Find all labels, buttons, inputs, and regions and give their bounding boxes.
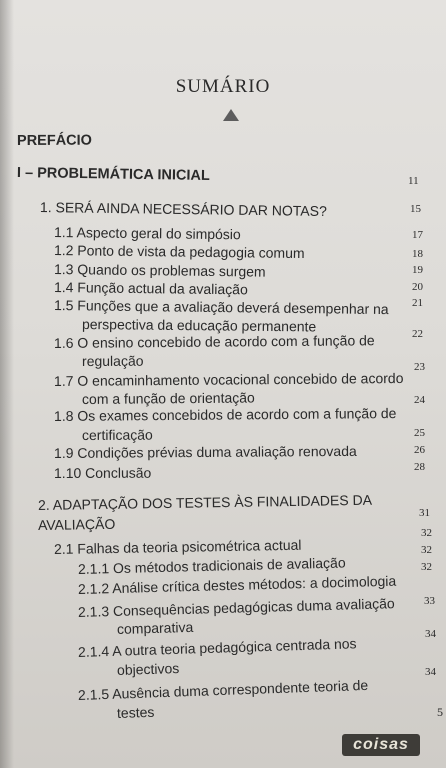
toc-page-number: 20: [412, 281, 423, 293]
toc-page-number: 23: [414, 361, 425, 373]
toc-page-number: 15: [410, 203, 421, 215]
toc-page-number: 33: [424, 595, 435, 607]
toc-entry-prefacio: PREFÁCIO: [16, 132, 92, 149]
toc-entry-1-5-cont: perspectiva da educação permanente: [81, 316, 317, 335]
toc-entry-1-4: 1.4 Função actual da avaliação: [53, 279, 248, 298]
toc-page-number: 25: [414, 427, 425, 439]
toc-entry-2-1-1: 2.1.1 Os métodos tradicionais de avaliação: [77, 554, 346, 577]
toc-page-number: 22: [412, 328, 423, 340]
toc-entry-1-2: 1.2 Ponto de vista da pedagogia comum: [53, 242, 305, 262]
toc-page-number: 32: [421, 561, 432, 573]
toc-page-number: 24: [414, 394, 425, 406]
toc-entry-1-8-cont: certificação: [81, 426, 153, 443]
toc-page-number: 18: [412, 248, 423, 260]
toc-entry-1-7-cont: com a função de orientação: [81, 389, 255, 407]
toc-page-number: 17: [412, 229, 423, 241]
page-title: SUMÁRIO: [175, 76, 271, 97]
toc-page-number: 31: [419, 507, 430, 519]
toc-page-number: 28: [414, 461, 425, 473]
toc-entry-2-1-2: 2.1.2 Análise crítica destes métodos: a docimologia: [77, 572, 397, 597]
toc-entry-1-8: 1.8 Os exames concebidos de acordo com a função de: [53, 405, 397, 424]
toc-entry-chapter-2: 2. ADAPTAÇÃO DOS TESTES ÀS FINALIDADES DA: [37, 491, 373, 513]
watermark-logo: coisas: [342, 734, 420, 756]
toc-page-number: 32: [421, 544, 432, 556]
toc-entry-1-9: 1.9 Condições prévias duma avaliação renovada: [53, 442, 357, 461]
toc-page-number: 32: [421, 527, 432, 539]
toc-page-number: 11: [408, 175, 419, 187]
toc-entry-1-7: 1.7 O encaminhamento vocacional concebido de acordo: [53, 369, 404, 389]
toc-entry-2-1: 2.1 Falhas da teoria psicométrica actual: [53, 536, 302, 557]
toc-page-number: 34: [425, 628, 436, 640]
triangle-ornament-icon: [223, 109, 239, 121]
toc-entry-1-5: 1.5 Funções que a avaliação deverá desempenhar na: [53, 297, 389, 318]
toc-entry-chapter-2-cont: AVALIAÇÃO: [37, 515, 116, 533]
toc-entry-chapter-1: 1. SERÁ AINDA NECESSÁRIO DAR NOTAS?: [39, 199, 327, 220]
toc-page-number: 21: [412, 297, 423, 309]
toc-entry-1-1: 1.1 Aspecto geral do simpósio: [53, 224, 241, 243]
toc-entry-1-6: 1.6 O ensino concebido de acordo com a função de: [53, 332, 375, 351]
folio-page-number: 5: [437, 705, 443, 719]
page-edge-shadow: [0, 0, 14, 768]
toc-page-number: 34: [425, 666, 436, 678]
toc-page-number: 19: [412, 264, 423, 276]
toc-entry-1-10: 1.10 Conclusão: [53, 464, 152, 481]
toc-entry-1-3: 1.3 Quando os problemas surgem: [53, 261, 266, 280]
toc-entry-1-6-cont: regulação: [81, 352, 144, 369]
toc-entry-2-1-5-cont: testes: [116, 703, 155, 721]
toc-entry-2-1-4-cont: objectivos: [116, 660, 180, 678]
toc-page-number: 26: [414, 444, 425, 456]
toc-entry-part-1: I – PROBLEMÁTICA INICIAL: [16, 165, 210, 185]
toc-entry-2-1-4: 2.1.4 A outra teoria pedagógica centrada nos: [77, 635, 357, 660]
toc-entry-2-1-3-cont: comparativa: [116, 618, 194, 637]
toc-entry-2-1-3: 2.1.3 Consequências pedagógicas duma avaliação: [77, 595, 395, 620]
toc-entry-2-1-5: 2.1.5 Ausência duma correspondente teoria de: [77, 676, 369, 703]
